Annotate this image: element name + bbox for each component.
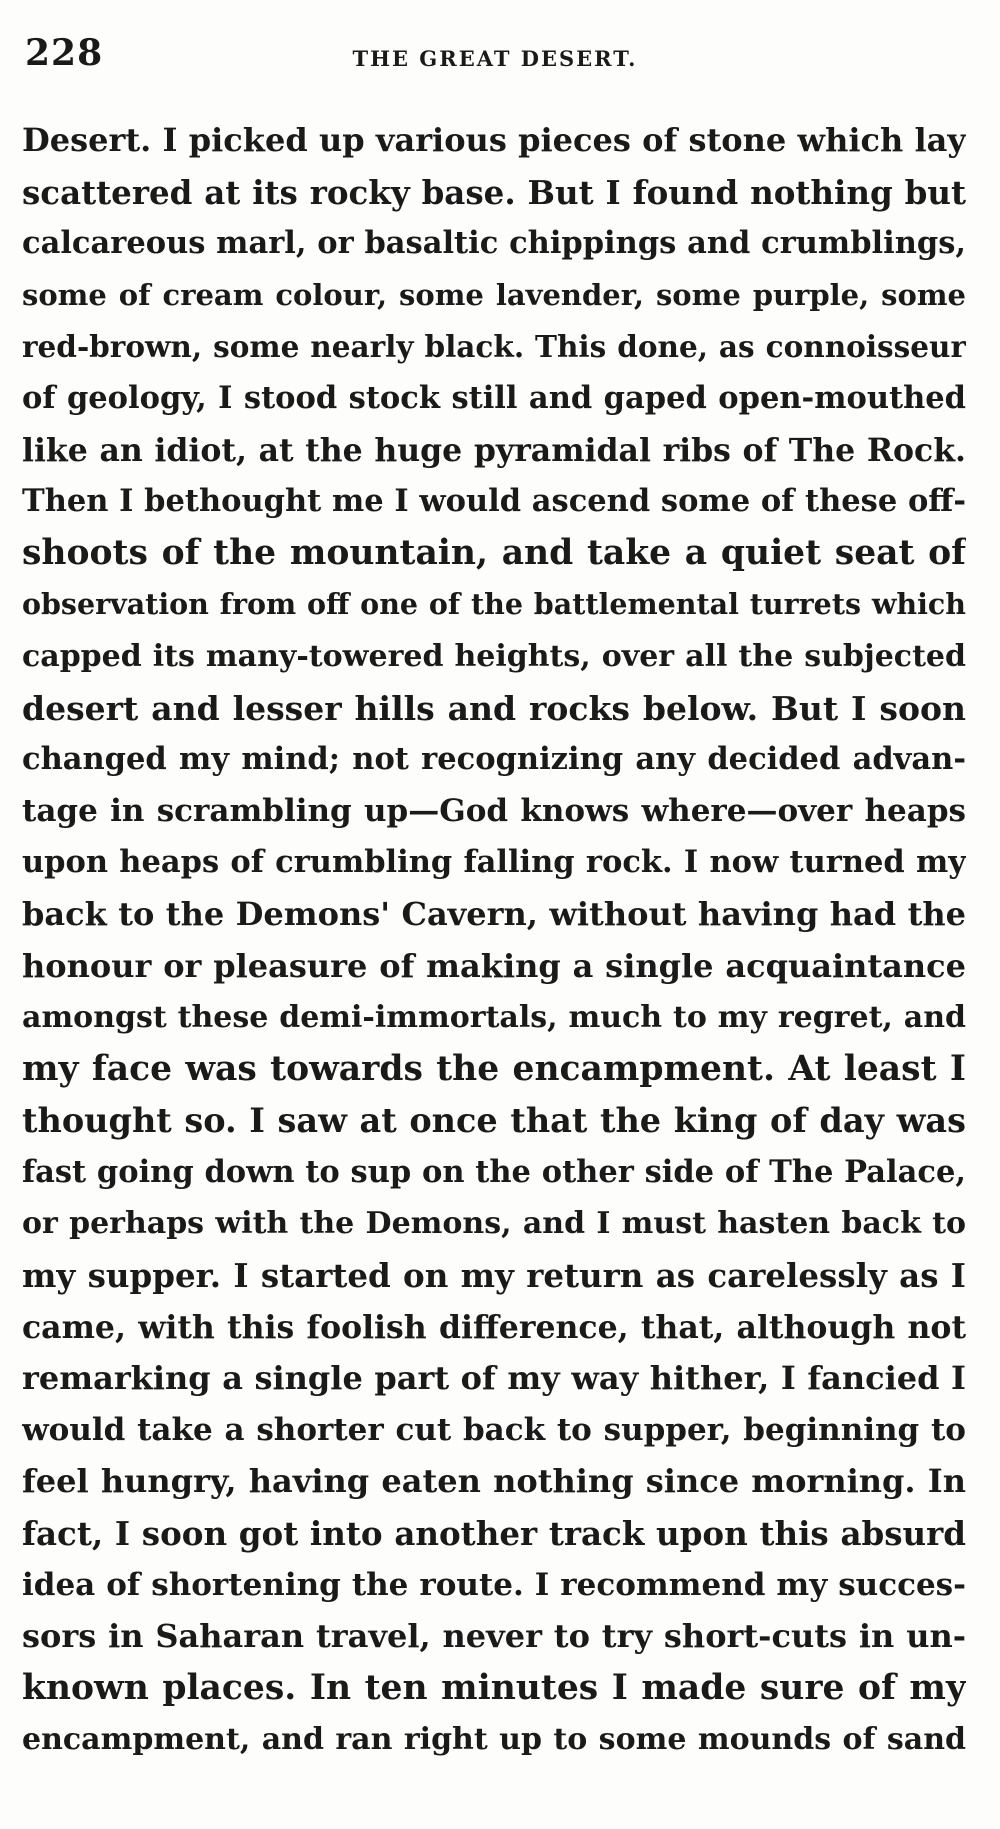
text-line: my supper. I started on my return as carelessly as I	[22, 1256, 966, 1296]
text-line: honour or pleasure of making a single acquaintance	[22, 946, 966, 985]
text-line: changed my mind; not recognizing any decided advan-	[22, 741, 966, 778]
running-head: THE GREAT DESERT.	[352, 46, 638, 71]
text-line: sors in Saharan travel, never to try short-cuts in un-	[22, 1617, 966, 1656]
text-line: encampment, and ran right up to some mounds of sand	[22, 1722, 966, 1758]
page-number: 228	[25, 32, 104, 74]
text-line: capped its many-towered heights, over all the subjected	[22, 638, 966, 674]
text-line: red-brown, some nearly black. This done, as connoisseur	[22, 329, 966, 365]
text-line: like an idiot, at the huge pyramidal ribs of The Rock.	[22, 431, 966, 469]
text-line: feel hungry, having eaten nothing since morning. In	[22, 1462, 966, 1501]
text-line: remarking a single part of my way hither, I fancied I	[22, 1359, 966, 1398]
text-line: thought so. I saw at once that the king of day was	[22, 1101, 966, 1141]
text-line: idea of shortening the route. I recommend my succes-	[22, 1566, 966, 1603]
text-line: or perhaps with the Demons, and I must hasten back to	[22, 1206, 966, 1242]
page-header	[25, 28, 965, 78]
text-line: back to the Demons' Cavern, without having had the	[22, 894, 966, 933]
text-line: would take a shorter cut back to supper, beginning to	[22, 1411, 966, 1448]
text-line: tage in scrambling up—God knows where—over heaps	[22, 792, 966, 829]
text-line: shoots of the mountain, and take a quiet seat of	[22, 532, 966, 573]
text-line: observation from off one of the battlemental turrets which	[22, 587, 966, 622]
text-line: fact, I soon got into another track upon this absurd	[22, 1514, 966, 1554]
text-line: calcareous marl, or basaltic chippings and crumblings,	[22, 225, 966, 262]
text-line: of geology, I stood stock still and gaped open-mouthed	[22, 379, 966, 416]
text-line: scattered at its rocky base. But I found nothing but	[22, 172, 966, 212]
text-line: came, with this foolish difference, that, although not	[22, 1308, 966, 1346]
text-line: my face was towards the encampment. At least I	[22, 1048, 966, 1089]
text-line: Then I bethought me I would ascend some of these off-	[22, 483, 966, 520]
text-line: some of cream colour, some lavender, some purple, some	[22, 277, 966, 312]
text-line: desert and lesser hills and rocks below. But I soon	[22, 688, 966, 728]
text-line: known places. In ten minutes I made sure of my	[22, 1667, 966, 1708]
text-line: fast going down to sup on the other side of The Palace,	[22, 1153, 966, 1190]
body-text	[22, 115, 966, 1766]
text-line: amongst these demi-immortals, much to my regret, and	[22, 1000, 966, 1036]
text-line: upon heaps of crumbling falling rock. I now turned my	[22, 844, 966, 881]
text-line: Desert. I picked up various pieces of stone which lay	[22, 121, 966, 159]
